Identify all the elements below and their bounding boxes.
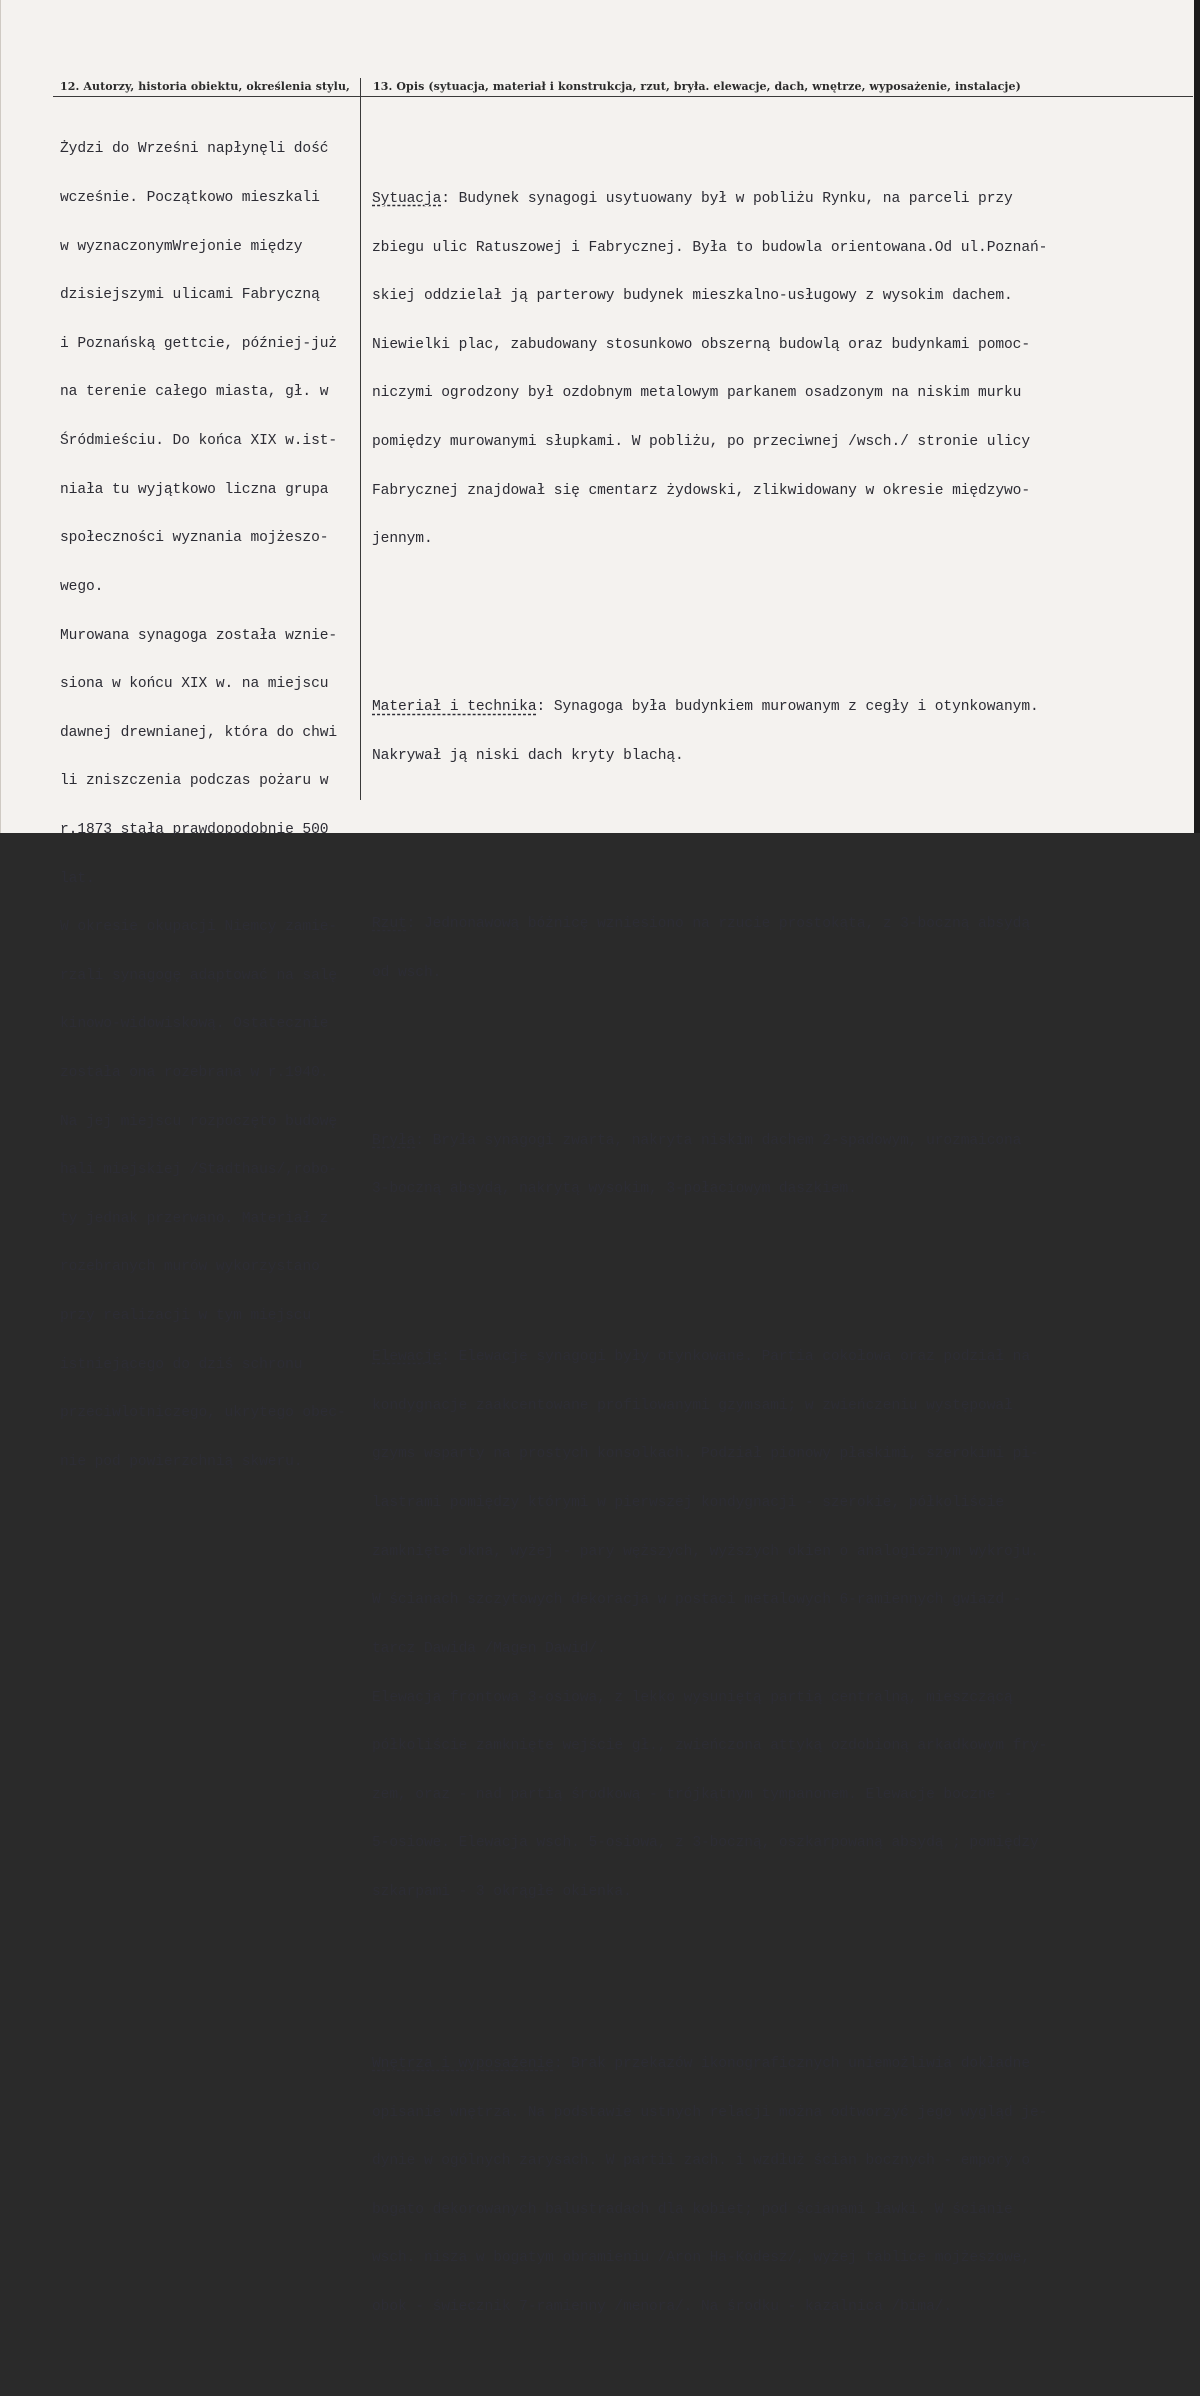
text-line: Śródmieściu. Do końca XIX w.ist- [60, 433, 338, 450]
text-line: : Jednonawową bóżnicę wzniesiono na rzucie prostokąta, z 3-boczną absydą [406, 915, 1030, 932]
text-line: Murowana synagoga została wznie- [60, 627, 338, 644]
text-line: Elewacja frontowa 3-osiowa, z lekko wysuniętą partią centralną, mieszczącą [372, 1689, 1013, 1706]
text-line: półkoliście zamknięte wejście gł., zwieńczona attyką ozdobioną arkadkowym fry- [372, 1738, 1048, 1755]
text-line: nie pod powierzchnią skweru. [60, 1453, 303, 1470]
text-line: społeczności wyznania mojżeszo- [60, 530, 329, 547]
text-line: skiej oddzielał ją parterowy budynek mieszkalno-usługowy z wysokim dachem. [372, 288, 1013, 305]
text-line: na terenie całego miasta, gł. w [60, 384, 329, 401]
section-elewacje [372, 1317, 1172, 1933]
section-heading: Bryła [372, 1132, 416, 1149]
text-line: wsch. nisza w bogatym obramieniu /Aron Ha-Kodesz/, wyżej tablice mojżeszowe, [372, 2250, 1030, 2267]
text-line: szkarpami - 3 okrągłe okienka. [372, 1883, 632, 1900]
section-material [372, 667, 1172, 797]
text-line: w wyznaczonymWrejonie między [60, 238, 303, 255]
text-line: 5-osiowe. Elewacja wsch. 5-osiowa, z 3-boczną, oszkarpowaną absydą ; pomiędzy [372, 1835, 1039, 1852]
text-line: Na jej miejscu rozpoczęto budowę [60, 1113, 338, 1130]
scan-edge [1194, 0, 1200, 833]
section-wnetrza [372, 2024, 1172, 2348]
text-line: obok - świecznik 7-ramienny /menora/. Na środku - kazalnica /bima/. [372, 2299, 953, 2316]
text-line: siona w końcu XIX w. na miejscu [60, 676, 329, 693]
text-line: 3-boczną absydą, nakrytą wysokim, 3-połaciowym daszkiem. [372, 1181, 857, 1198]
description-text [372, 110, 1172, 2396]
section-heading: Rzut [372, 915, 407, 932]
text-line: istniejącego do dziś schronu [60, 1356, 303, 1373]
section-heading: Wnętrza i wyposażenie [372, 2055, 554, 2072]
text-line: r.1873 stała prawdopodobnie 500 [60, 821, 329, 838]
text-line: zamknięte okna, wyżej - pary węższych, wyższych okien o analogicznym wykroju. [372, 1543, 1039, 1560]
text-line: zem, oraz - nad partią środkową - trójkątnym tympanonem. Elewacje boczne - [372, 1786, 1013, 1803]
text-line: dawnej drewnianej, która do chwi [60, 724, 338, 741]
text-line: przeciwlotniczego, ukrytego obec- [60, 1405, 346, 1422]
text-line: Żydzi do Wrześni napłynęli dość [60, 141, 329, 158]
text-line: gzyms wsparty na prostych konsolkach. Podział pionowy płaskimi, szerokimi pi- [372, 1446, 1039, 1463]
text-line: jennym. [372, 531, 433, 548]
section-heading: Elewacje [372, 1349, 442, 1366]
section-bryla [372, 1100, 1172, 1230]
text-line: tarcz Dawida /Magen Dawid/. [372, 1640, 606, 1657]
text-line: lat. [60, 870, 95, 887]
text-line: niała tu wyjątkowo liczna grupa [60, 481, 329, 498]
text-line: Fabrycznej znajdował się cmentarz żydowski, zlikwidowany w okresie międzywo- [372, 482, 1030, 499]
column-divider [360, 78, 361, 800]
text-line: : Elewacje synagogi były otynkowane. Partia cokołowa oraz podział na [441, 1349, 1030, 1366]
text-line: Nakrywał ją niski dach kryty blachą. [372, 747, 684, 764]
header-rule [53, 96, 1193, 97]
section-rzut [372, 884, 1172, 1014]
text-line: li zniszczenia podczas pożaru w [60, 773, 329, 790]
text-line: kondygnacje zaakcentowane profilowanymi gzymsami; w zwieńczeniu występował [372, 1397, 1013, 1414]
section-sytuacja [372, 159, 1172, 580]
history-text [60, 109, 356, 1502]
text-line: ty jednak przerwano. Materiał z [60, 1210, 329, 1227]
text-line: została ona rozebrana w r.1940. [60, 1064, 329, 1081]
section-12-header: 12. Autorzy, historia obiektu, określenia stylu, [60, 80, 350, 93]
text-line: : Brak przekazów ikonograficznych uniemożliwia dokładne [553, 2055, 1030, 2072]
section-heading: Sytuacja [372, 191, 442, 208]
text-line: wcześnie. Początkowo mieszkali [60, 190, 320, 207]
text-line: rzali synagogę adaptować na salę [60, 967, 338, 984]
text-line: rozebranych murów wykorzystano [60, 1259, 320, 1276]
text-line: W okresie okupacji Niemcy zamie- [60, 919, 338, 936]
text-line: pomiędzy murowanymi słupkami. W pobliżu, po przeciwnej /wsch./ stronie ulicy [372, 434, 1030, 451]
text-line: W ścianach szczytowych dekoracja w postaci metalowych 6-ramiennych gwiazd - [372, 1592, 1022, 1609]
text-line: dynie w ogólnych zarysach. W partii zach. i wzdłuż ścian bocznych - empory o [372, 2153, 1030, 2170]
text-line: hali miejskiej /Stadthaus/,robo- [60, 1162, 338, 1179]
text-line: Niewielki plac, zabudowany stosunkowo obszerną budowlą oraz budynkami pomoc- [372, 336, 1030, 353]
text-line: lastrami pomiędzy którymi w pierwszej kondygnacji - szerokie, półkoliście [372, 1495, 1005, 1512]
text-line: dzisiejszymi ulicami Fabryczną [60, 287, 320, 304]
text-line: wego. [60, 578, 104, 595]
text-line: : Bryła synagogi zwarta, nakryta niskim dachem 2-spadowym, urozmaicona [415, 1132, 1022, 1149]
text-line: kinowo-widowiskową. Ostatecznie [60, 1016, 329, 1033]
text-line: opisanie wnętrza. Na podstawie ustnych relacji można odtworzyć jego wygląd je- [372, 2104, 1048, 2121]
text-line: : Budynek synagogi usytuowany był w pobliżu Rynku, na parceli przy [441, 191, 1013, 208]
text-line: bogato dekorowanych balustradach dla kobiet; pod ścianami ławki. W ścianie [372, 2201, 1013, 2218]
text-line: i Poznańską gettcie, później-już [60, 335, 338, 352]
text-line: od wsch. [372, 964, 442, 981]
section-heading: Materiał i technika [372, 699, 537, 716]
text-line: zbiegu ulic Ratuszowej i Fabrycznej. Była to budowla orientowana.Od ul.Poznań- [372, 239, 1048, 256]
section-13-header: 13. Opis (sytuacja, materiał i konstrukcja, rzut, bryła. elewacje, dach, wnętrze, wyposażenie, instalacje) [373, 80, 1021, 93]
text-line: niczymi ogrodzony był ozdobnym metalowym parkanem osadzonym na niskim murku [372, 385, 1022, 402]
text-line: : Synagoga była budynkiem murowanym z cegły i otynkowanym. [536, 699, 1039, 716]
text-line: przy realizacji w tym miejscu [60, 1308, 312, 1325]
